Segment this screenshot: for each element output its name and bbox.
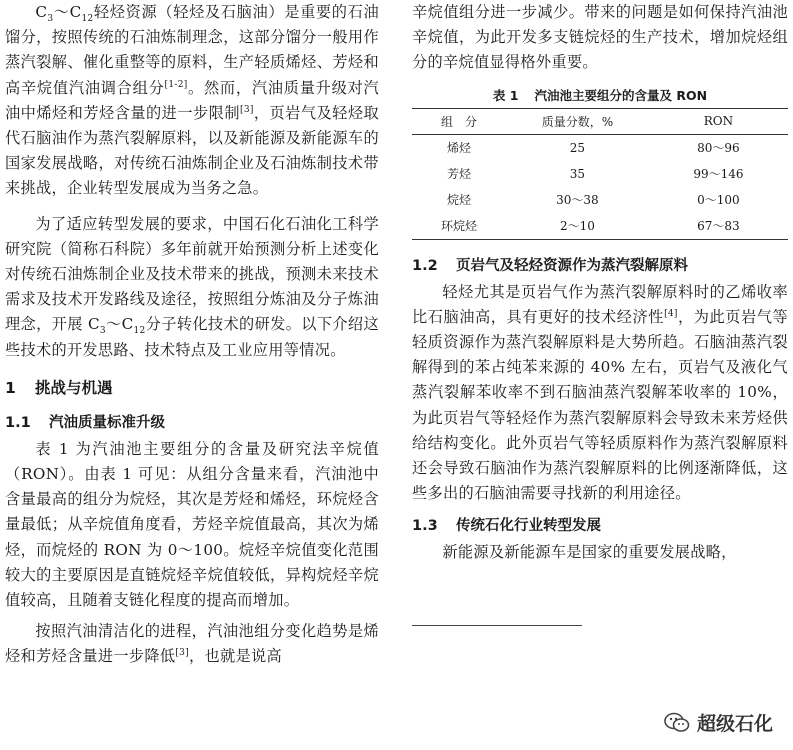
table-cell: 35 — [569, 166, 586, 181]
table-cell: 环烷烃 — [412, 213, 506, 240]
table-cell: 30～38 — [556, 193, 599, 208]
section-heading-1: 1 挑战与机遇 — [5, 378, 113, 397]
table-cell: 烷烃 — [446, 193, 471, 208]
component-table — [412, 108, 788, 240]
table-row — [412, 213, 788, 240]
wechat-icon — [663, 711, 691, 735]
table-row — [412, 134, 788, 161]
left-column — [5, 0, 379, 670]
table-cell: 99～146 — [693, 167, 744, 182]
citation-ref[interactable]: [1-2] — [164, 79, 188, 90]
table-cell: 67～83 — [649, 213, 788, 240]
citation-ref[interactable]: [3] — [240, 104, 254, 115]
continued-paragraph: 辛烷值组分进一步减少。带来的问题是如何保持汽油池辛烷值，为此开发多支链烷烃的生产技术，增加烷烃组分的辛烷值显得格外重要。 — [412, 3, 788, 72]
subsection-heading-1-1: 1.1 汽油质量标准升级 — [5, 414, 165, 431]
watermark-text: 超级石化 — [696, 713, 773, 735]
table-cell: 0～100 — [697, 193, 740, 208]
gasoline-paragraph: 表 1 为汽油池主要组分的含量及研究法辛烷值（RON）。由表 1 可见：从组分含量来看，汽油池中含量最高的组分为烷烃，其次是芳烃和烯烃，环烷烃含量最低；从辛烷值角度看，芳烃辛烷值最高，其次为烯烃，而烷烃的 RON 为 0～100。烷烃辛烷值变化范围较大的主要原因是直链烷烃辛烷值较低，异构烷烃辛烷值较高，且随着支链化程度的提高而增加。 — [5, 439, 379, 610]
table-header-row — [412, 108, 788, 134]
table-cell: 80～96 — [697, 141, 740, 156]
table-cell: 25 — [569, 140, 586, 155]
table-header: 组 分 — [412, 108, 506, 134]
citation-ref[interactable]: [3] — [175, 648, 190, 659]
transition-paragraph: 新能源及新能源车是国家的重要发展战略， — [442, 543, 737, 562]
table-header: 质量分数，% — [506, 108, 649, 134]
shale-gas-paragraph: 轻烃尤其是页岩气作为蒸汽裂解原料时的乙烯收率比石脑油高，具有更好的技术经济性[4]，为此页岩气等轻质资源作为蒸汽裂解原料是大势所趋。石脑油蒸汽裂解得到的苯占纯苯来源的 40% 左右，页岩气及液化气蒸汽裂解苯收率不到石脑油蒸汽裂解苯收率的 10%，为此页岩气等轻烃作为蒸汽裂解原料会导致未来芳烃供给结构变化。此外页岩气等轻质原料作为蒸汽裂解原料还会导致石脑油作为蒸汽裂解原料的比例逐渐降低，这些多出的石脑油需要寻找新的利用途径。 — [412, 282, 788, 503]
table-header: RON — [649, 108, 788, 134]
table-cell: 烯烃 — [446, 141, 471, 156]
table-row — [412, 161, 788, 187]
intro-paragraph: $C_3\sim C_{12}$轻烃资源（轻烃及石脑油）是重要的石油馏分，按照传统的石油炼制理念，这部分馏分一般用作蒸汽裂解、催化重整等的原料，生产轻质烯烃、芳烃和高辛烷值汽油调合组分[1-2]。然而，汽油质量升级对汽油中烯烃和芳烃含量的进一步限制[3]，页岩气及轻烃取代石脑油作为蒸汽裂解原料，以及新能源及新能源车的国家发展战略，对传统石油炼制企业及石油炼制技术带来挑战，企业转型发展成为当务之急。 — [5, 3, 380, 198]
citation-ref[interactable]: [4] — [664, 308, 678, 319]
table-row — [412, 187, 788, 213]
table-cell: 2～10 — [506, 213, 649, 240]
background-paragraph: 为了适应转型发展的要求，中国石化石油化工科学研究院（简称石科院）多年前就开始预测分析上述变化对传统石油炼制企业及技术带来的挑战，预测未来技术需求及技术开发路线及途径，按照组分炼油及分子炼油理念，开展 $C_3\sim C_{12}$分子转化技术的研发。以下介绍这些技术的开发思路、技术特点及工业应用等情况。 — [5, 214, 379, 359]
footnote-divider — [412, 625, 582, 626]
right-column — [412, 0, 788, 566]
trend-paragraph: 按照汽油清洁化的进程，汽油池组分变化趋势是烯烃和芳烃含量进一步降低[3]，也就是说高 — [5, 622, 379, 666]
watermark — [663, 709, 773, 736]
subsection-heading-1-2: 1.2 页岩气及轻烃资源作为蒸汽裂解原料 — [412, 257, 688, 274]
subsection-heading-1-3: 1.3 传统石化行业转型发展 — [412, 518, 601, 535]
table-cell: 芳烃 — [446, 167, 471, 182]
table-caption: 表 1 汽油池主要组分的含量及 RON — [492, 87, 708, 103]
